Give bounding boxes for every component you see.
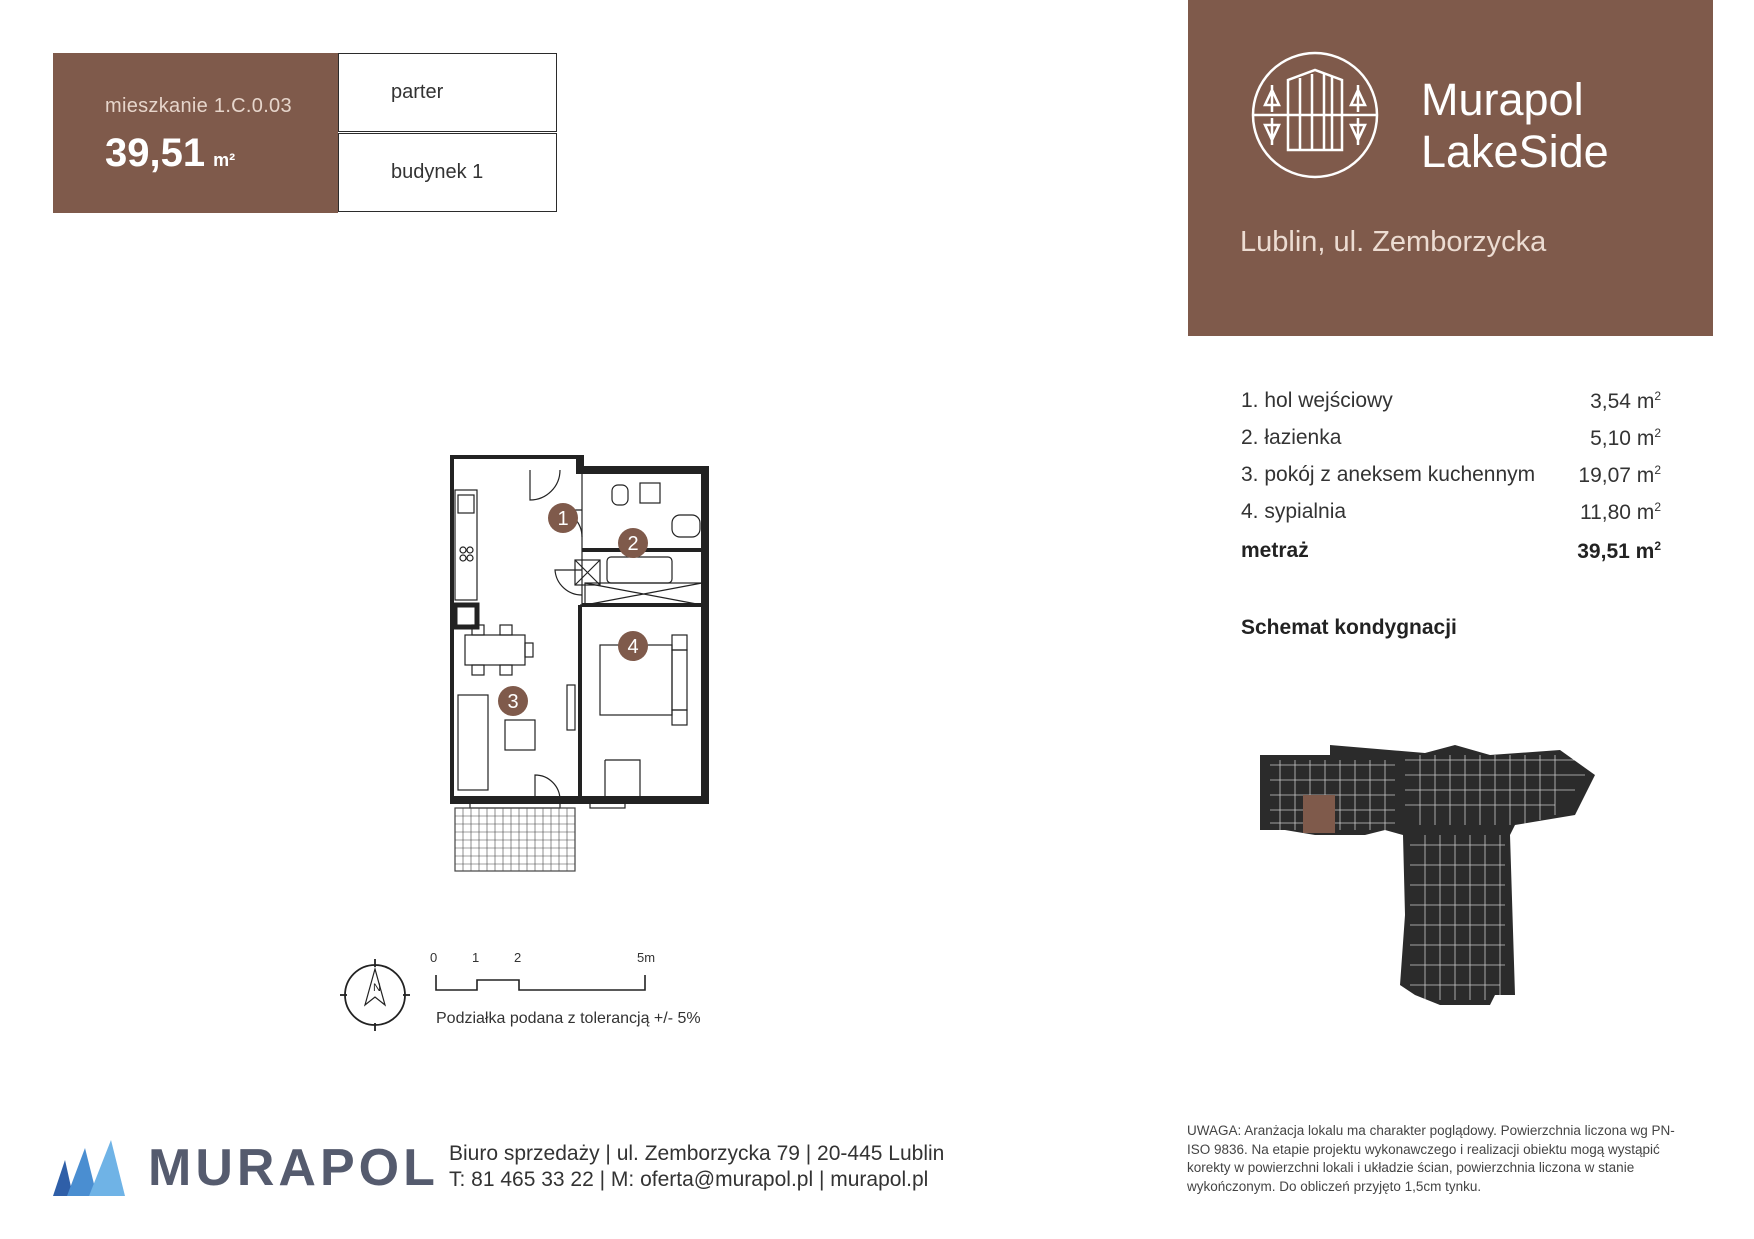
room-area [1590, 426, 1661, 451]
room-area-sup: 2 [1654, 463, 1661, 477]
scale-tick-label: 0 [430, 950, 438, 965]
sales-office-line: Biuro sprzedaży | ul. Zemborzycka 79 | 20-445 Lublin [449, 1142, 945, 1165]
brand-address: Lublin, ul. Zemborzycka [1240, 226, 1547, 258]
scale-note: Podziałka podana z tolerancją +/- 5% [436, 1010, 701, 1027]
room-marker-label: 4 [627, 636, 639, 658]
room-area-sup: 2 [1654, 426, 1661, 440]
total-area [1577, 539, 1661, 564]
room-area-sup: 2 [1654, 500, 1661, 514]
building-label: budynek 1 [391, 161, 484, 183]
total-row [1241, 539, 1661, 576]
room-marker-label: 2 [627, 533, 639, 555]
unit-info-box [53, 53, 338, 213]
floor-label: parter [391, 81, 444, 103]
building-floor-scheme [1255, 735, 1655, 1015]
disclaimer-note: UWAGA: Aranżacja lokalu ma charakter poglądowy. Powierzchnia liczona wg PN-ISO 9836. Na etapie projektu wykonawczego i realizacji obiektu mogą wystąpić korekty w powierzchni lokali i układzie ścian, powierzchnia liczona w stanie wykończonym. Do obliczeń przyjęto 1,5cm tynku. [1187, 1123, 1675, 1194]
room-row [1241, 389, 1661, 426]
unit-area-unit: m² [213, 150, 236, 170]
floor-cell [338, 53, 557, 132]
scale-ruler [435, 970, 655, 995]
compass-letter: N [373, 982, 381, 994]
building-cell [338, 133, 557, 212]
room-row [1241, 463, 1661, 500]
room-area-value: 11,80 m [1579, 501, 1655, 524]
brand-panel [1188, 0, 1713, 336]
rooms-list [1241, 389, 1661, 576]
unit-area-value: 39,51 [105, 131, 206, 175]
total-label: metraż [1241, 539, 1309, 562]
highlighted-unit-marker [1303, 795, 1335, 833]
murapol-logo-icon [53, 1140, 125, 1196]
room-area-sup: 2 [1654, 389, 1661, 403]
room-area-value: 19,07 m [1578, 464, 1655, 487]
room-name: 3. pokój z aneksem kuchennym [1241, 463, 1536, 486]
room-marker-label: 1 [557, 508, 569, 530]
murapol-wordmark: MURAPOL [148, 1139, 439, 1197]
unit-label: mieszkanie 1.C.0.03 [105, 95, 292, 117]
room-row [1241, 426, 1661, 463]
room-area [1578, 463, 1661, 488]
room-name: 2. łazienka [1241, 426, 1342, 449]
floor-plan-drawing [450, 455, 725, 875]
scale-tick-label: 2 [514, 950, 522, 965]
room-area-value: 3,54 m [1590, 390, 1655, 413]
room-name: 4. sypialnia [1241, 500, 1347, 523]
room-row [1241, 500, 1661, 537]
scale-tick-label: 5m [637, 950, 656, 965]
contact-line: T: 81 465 33 22 | M: oferta@murapol.pl | murapol.pl [449, 1168, 929, 1191]
scheme-title: Schemat kondygnacji [1241, 616, 1457, 639]
compass-north-icon [335, 955, 415, 1035]
room-area [1590, 389, 1661, 414]
scale-tick-label: 1 [472, 950, 480, 965]
scale-bar [425, 950, 675, 1000]
room-area [1580, 500, 1661, 525]
brand-name-line1: Murapol [1421, 74, 1584, 125]
lakeside-logo-icon [1250, 50, 1380, 180]
room-marker-label: 3 [507, 691, 519, 713]
room-name: 1. hol wejściowy [1241, 389, 1393, 412]
room-area-value: 5,10 m [1590, 427, 1655, 450]
unit-area [105, 131, 235, 176]
brand-name-line2: LakeSide [1421, 126, 1609, 177]
total-area-sup: 2 [1654, 539, 1661, 553]
total-area-value: 39,51 m [1577, 540, 1655, 563]
